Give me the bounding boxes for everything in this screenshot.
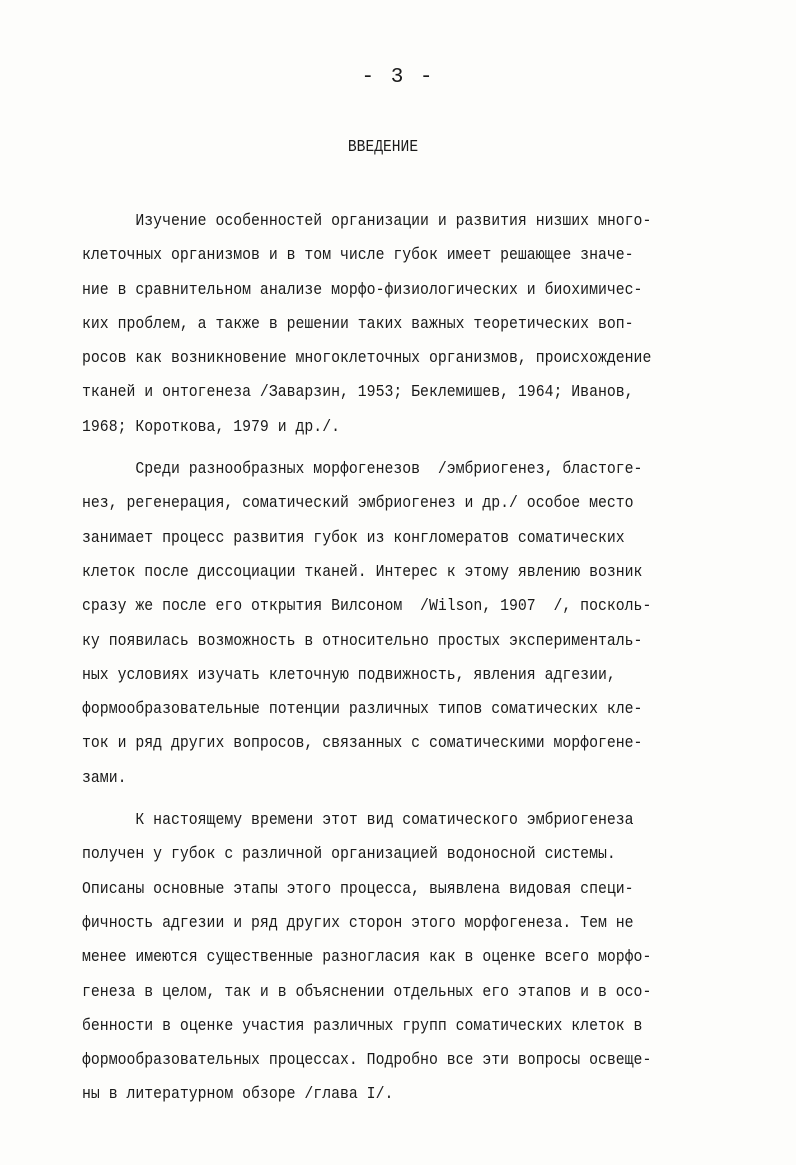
text-line: росов как возникновение многоклеточных организмов, происхождение: [82, 349, 652, 369]
paragraph-2: [82, 453, 762, 796]
text-line: получен у губок с различной организацией водоносной системы.: [82, 845, 616, 865]
text-line: сразу же после его открытия Вилсоном /Wilson, 1907 /, посколь-: [82, 597, 652, 617]
text-line: Среди разнообразных морфогенезов /эмбриогенез, бластоге-: [82, 460, 643, 480]
text-line: тканей и онтогенеза /Заварзин, 1953; Беклемишев, 1964; Иванов,: [82, 383, 634, 403]
text-line: ток и ряд других вопросов, связанных с соматическими морфогене-: [82, 734, 643, 754]
text-line: ны в литературном обзоре /глава I/.: [82, 1085, 394, 1105]
text-line: фичность адгезии и ряд других сторон этого морфогенеза. Тем не: [82, 913, 634, 933]
paragraph-3: [82, 804, 762, 1113]
text-line: генеза в целом, так и в объяснении отдельных его этапов и в осо-: [82, 982, 652, 1002]
section-title: ВВЕДЕНИЕ: [347, 138, 419, 157]
text-line: 1968; Короткова, 1979 и др./.: [82, 417, 340, 437]
text-line: ние в сравнительном анализе морфо-физиологических и биохимичес-: [82, 280, 643, 300]
text-line: бенности в оценке участия различных групп соматических клеток в: [82, 1016, 643, 1036]
text-line: клеточных организмов и в том числе губок имеет решающее значе-: [82, 246, 634, 266]
text-line: зами.: [82, 768, 127, 788]
text-line: К настоящему времени этот вид соматического эмбриогенеза: [82, 811, 634, 831]
text-line: занимает процесс развития губок из конгломератов соматических: [82, 528, 625, 548]
text-line: ных условиях изучать клеточную подвижность, явления адгезии,: [82, 665, 616, 685]
page-number: - 3 -: [361, 66, 435, 89]
text-line: формообразовательные потенции различных типов соматических кле-: [82, 700, 643, 720]
paragraph-1: [82, 205, 762, 445]
text-line: нез, регенерация, соматический эмбриогенез и др./ особое место: [82, 494, 634, 514]
text-line: Описаны основные этапы этого процесса, выявлена видовая специ-: [82, 879, 634, 899]
text-line: ку появилась возможность в относительно простых эксперименталь-: [82, 631, 643, 651]
text-line: клеток после диссоциации тканей. Интерес к этому явлению возник: [82, 562, 643, 582]
body-text: [82, 205, 762, 1113]
text-line: формообразовательных процессах. Подробно все эти вопросы освеще-: [82, 1051, 652, 1071]
text-line: Изучение особенностей организации и развития низших много-: [82, 212, 652, 231]
text-line: ких проблем, а также в решении таких важных теоретических воп-: [82, 314, 634, 334]
text-line: менее имеются существенные разногласия как в оценке всего морфо-: [82, 948, 652, 968]
